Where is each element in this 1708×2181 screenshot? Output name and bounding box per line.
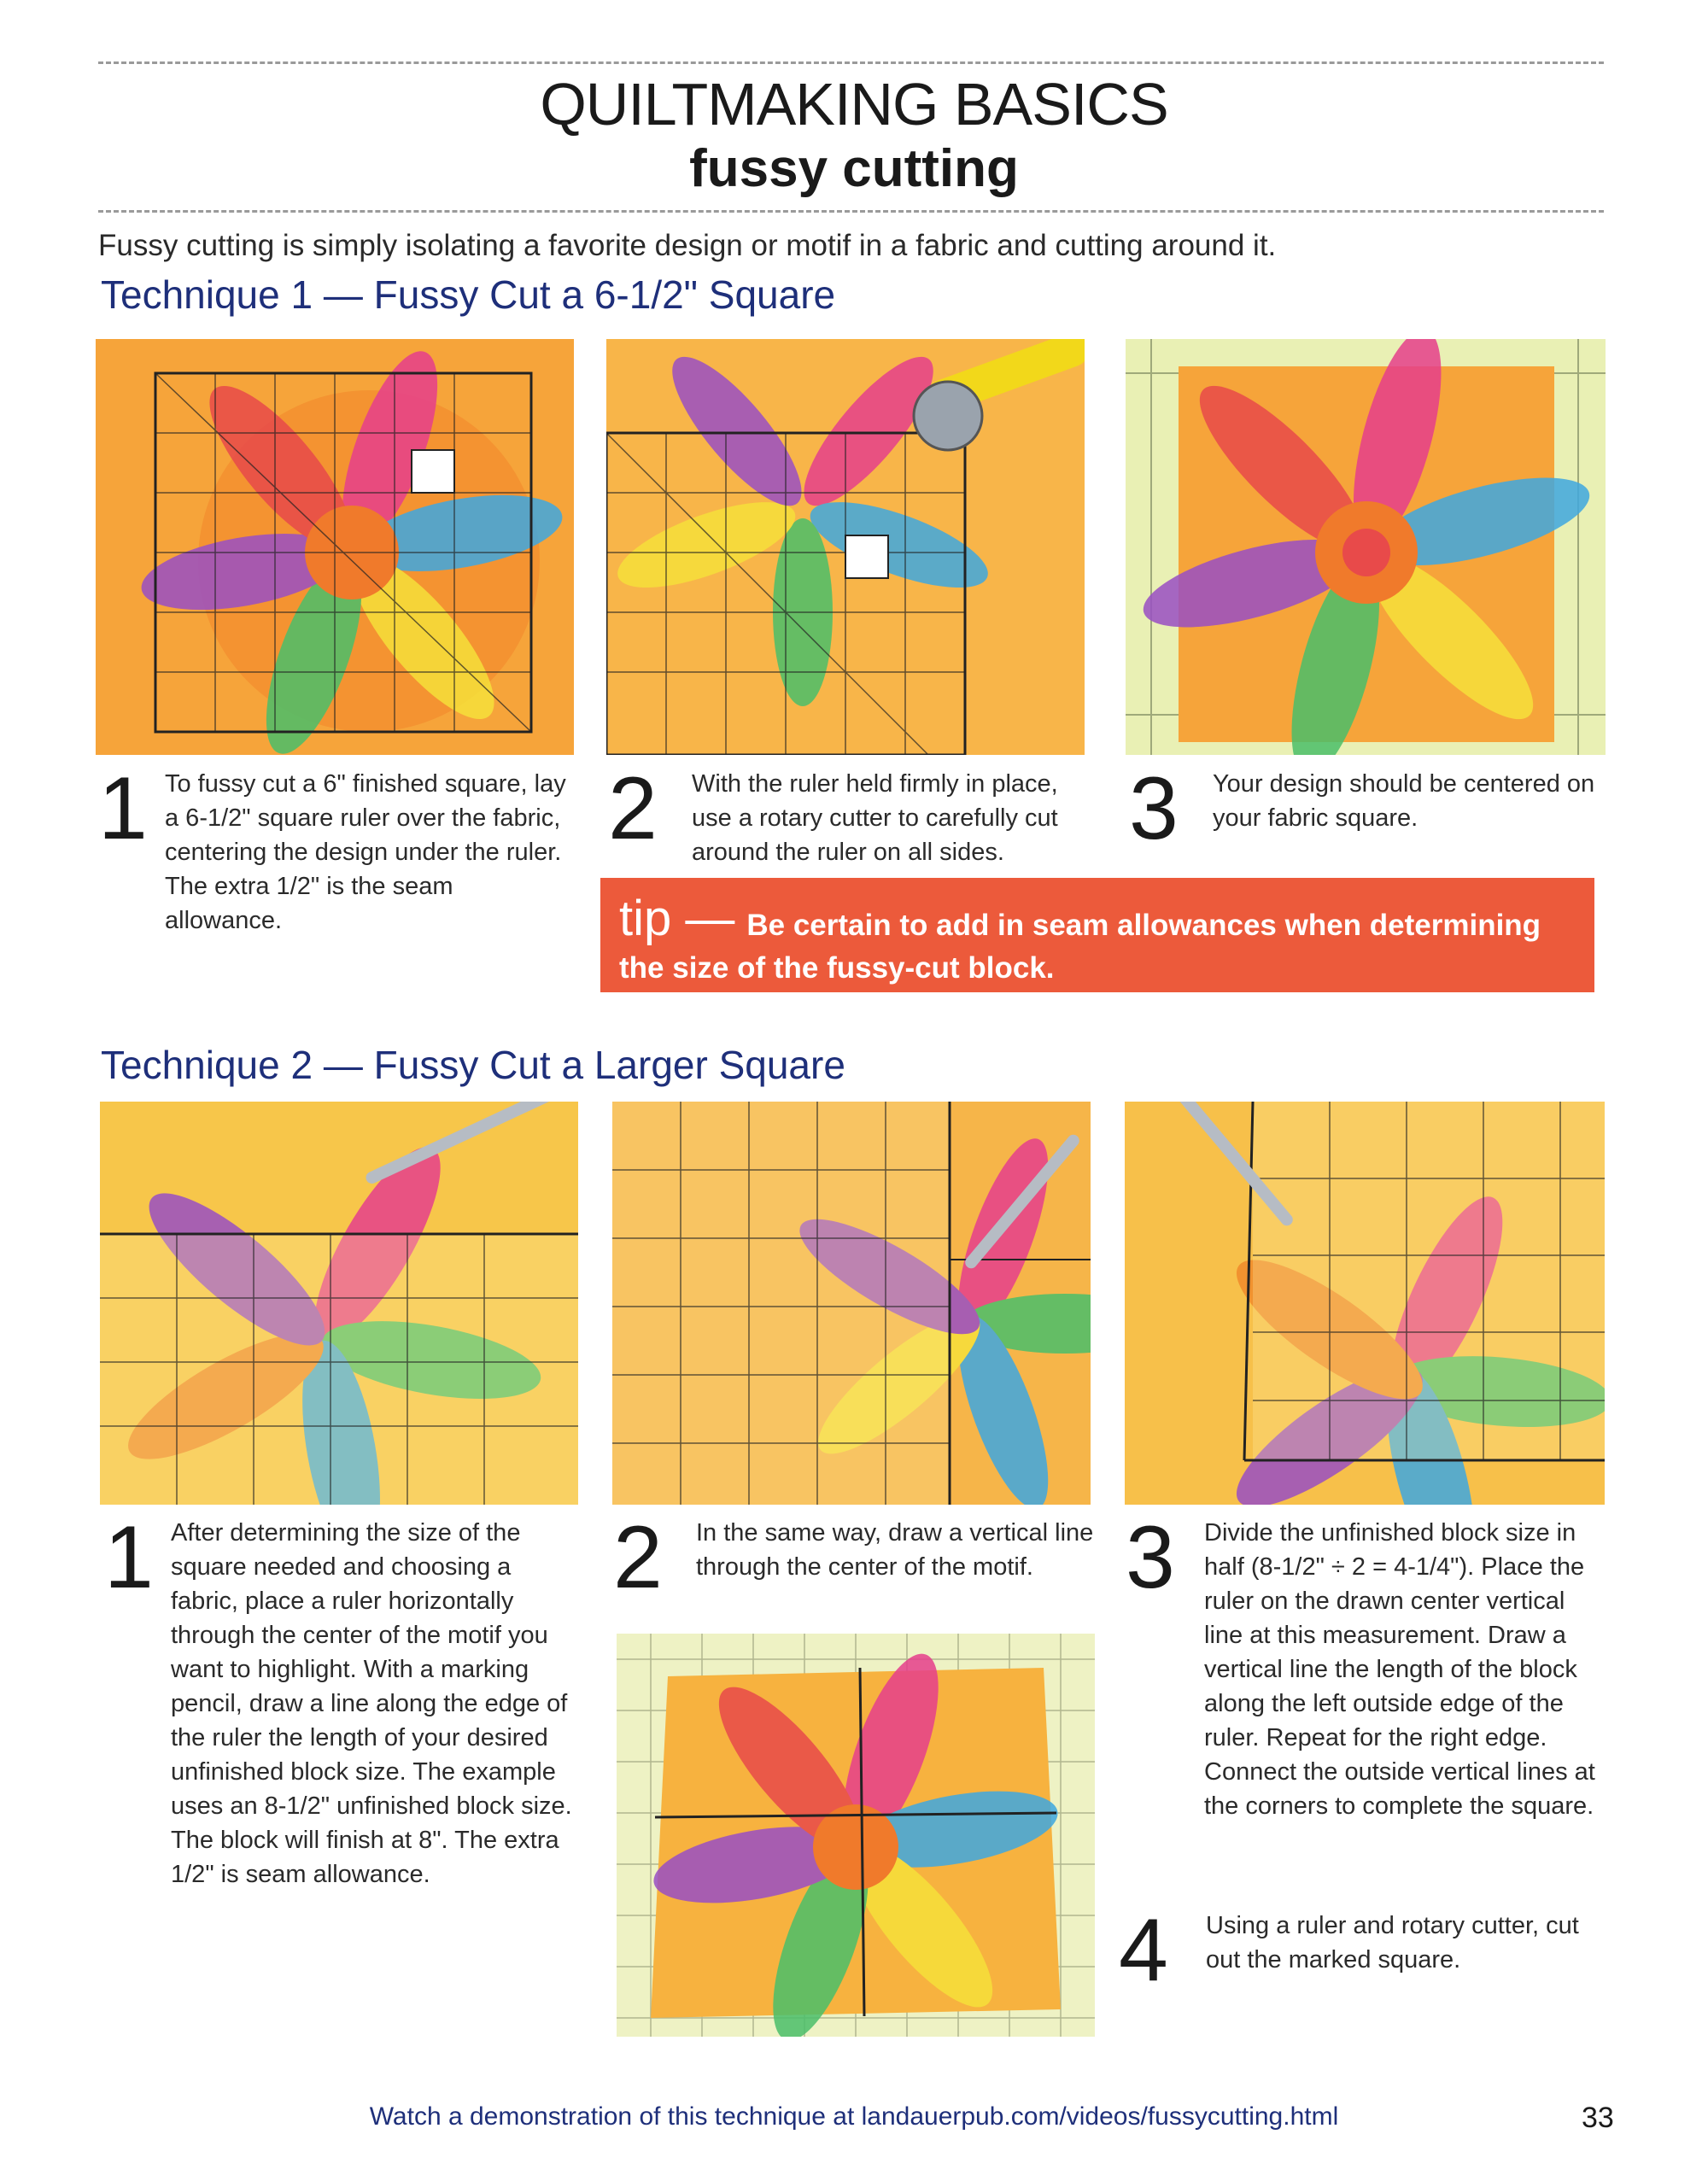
page-subtitle: fussy cutting [689, 139, 1019, 198]
photo-horizontal-line [100, 1102, 578, 1505]
t1-step-3-text: Your design should be centered on your fabric square. [1213, 770, 1595, 832]
intro-text: Fussy cutting is simply isolating a favorite design or motif in a fabric and cutting around it. [98, 229, 1277, 262]
header-divider [98, 210, 1604, 213]
photo-marked-square-on-mat [617, 1634, 1095, 2037]
page-title: QUILTMAKING BASICS [540, 71, 1168, 137]
t2-step-2-text: In the same way, draw a vertical line through the center of the motif. [696, 1519, 1094, 1581]
top-divider [98, 61, 1604, 64]
t2-step-2-number: 2 [613, 1508, 663, 1607]
t1-step-3-number: 3 [1129, 759, 1179, 858]
photo-rotary-cutting [606, 339, 1085, 755]
tip-text: Be certain to add in seam allowances when determining the size of the fussy-cut block. [619, 909, 1541, 985]
t1-step-2-text: With the ruler held firmly in place, use a rotary cutter to carefully cut around the ruler on all sides. [692, 770, 1058, 866]
photo-vertical-line [612, 1102, 1091, 1505]
footer-video-link[interactable]: Watch a demonstration of this technique at landauerpub.com/videos/fussycutting.html [369, 2102, 1339, 2131]
photo-ruler-on-fabric [96, 339, 574, 755]
technique-1-heading: Technique 1 — Fussy Cut a 6-1/2" Square [101, 272, 836, 317]
t1-step-1-number: 1 [98, 759, 148, 858]
t2-step-4-text: Using a ruler and rotary cutter, cut out the marked square. [1206, 1912, 1579, 1973]
t2-step-3-number: 3 [1126, 1508, 1175, 1607]
t2-step-1-text: After determining the size of the square needed and choosing a fabric, place a ruler horizontally through the center of the motif you want to highlight. With a marking pencil, draw a line along the edge of the ruler the length of your desired unfinished block size. The example uses an 8-1/2" unfinished block size. The block will finish at 8". The extra 1/2" is seam allowance. [171, 1519, 572, 1888]
t2-step-1-number: 1 [104, 1508, 154, 1607]
t2-step-4-number: 4 [1119, 1901, 1168, 2000]
tip-label: tip — [619, 891, 735, 946]
t2-step-3-text: Divide the unfinished block size in half (8-1/2" ÷ 2 = 4-1/4"). Place the ruler on the drawn center vertical line at this measurement. Draw a vertical line the length of the block along the left outside edge of the ruler. Repeat for the right edge. Connect the outside vertical lines at the corners to complete the square. [1204, 1519, 1595, 1820]
t1-step-1-text: To fussy cut a 6" finished square, lay a 6-1/2" square ruler over the fabric, centering the design under the ruler. The extra 1/2" is the seam allowance. [165, 770, 566, 934]
tip-box [600, 878, 1594, 992]
photo-outside-lines [1125, 1102, 1605, 1505]
t1-step-2-number: 2 [608, 759, 658, 858]
page-number: 33 [1582, 2102, 1614, 2134]
technique-2-heading: Technique 2 — Fussy Cut a Larger Square [101, 1043, 845, 1087]
photo-cut-square [1126, 339, 1606, 755]
